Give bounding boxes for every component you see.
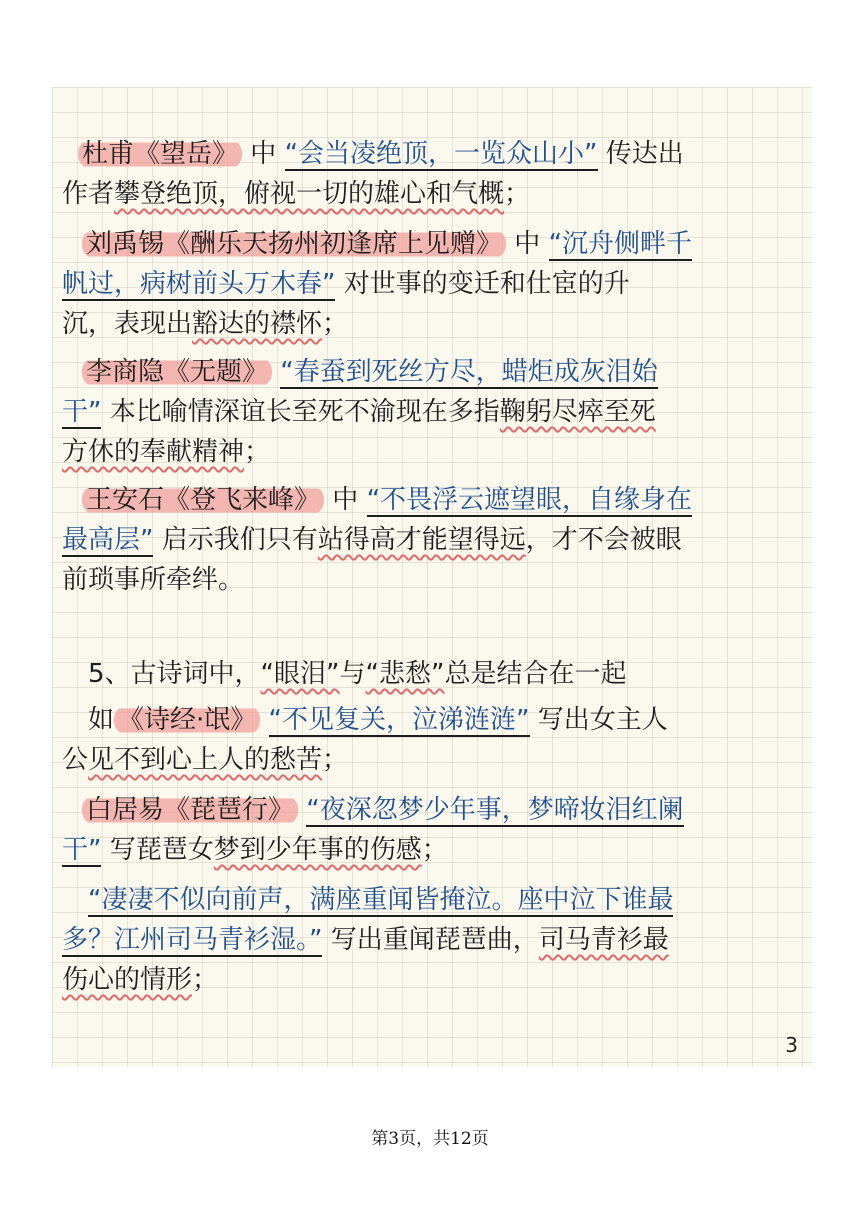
note-line: 伤心的情形；: [62, 965, 219, 995]
notebook-page: [52, 87, 812, 1067]
key-phrase: 豁达的襟怀: [192, 309, 323, 339]
poem-quote: “不畏浮云遮望眼，自缘身在: [366, 485, 693, 515]
note-line: 干” 写琵琶女梦到少年事的伤感；: [62, 835, 448, 865]
key-phrase: 攀登绝顶，俯视一切的雄心和气概: [114, 179, 505, 209]
poem-quote: “夜深忽梦少年事，梦啼妆泪红阑: [306, 795, 684, 825]
note-line: 最高层” 启示我们只有站得高才能望得远，才不会被眼: [62, 525, 682, 555]
poem-quote: “凄凄不似向前声，满座重闻皆掩泣。座中泣下谁最: [88, 885, 674, 915]
key-phrase: 司马青衫最: [538, 925, 669, 955]
key-phrase: 伤心的情形: [62, 965, 193, 995]
note-line: 前琐事所牵绊。: [62, 565, 245, 595]
note-line: 杜甫《望岳》 中 “会当凌绝顶，一览众山小” 传达出: [78, 137, 684, 171]
section-heading: 5、古诗词中，“眼泪”与“悲愁”总是结合在一起: [88, 659, 627, 689]
poem-quote: “沉舟侧畔千: [548, 229, 693, 259]
poem-title-highlight: 杜甫《望岳》: [78, 139, 242, 169]
poem-quote: 多？江州司马青衫湿。”: [62, 925, 323, 955]
poem-quote: “春蚕到死丝方尽，蜡炬成灰泪始: [280, 357, 658, 387]
note-line: 如 《诗经·氓》 “不见复关，泣涕涟涟” 写出女主人: [88, 705, 668, 735]
key-phrase: 见不到心上人的愁苦: [88, 745, 323, 775]
note-line: 作者攀登绝顶，俯视一切的雄心和气概；: [62, 179, 531, 209]
note-line: 刘禹锡《酬乐天扬州初逢席上见赠》 中 “沉舟侧畔千: [82, 227, 692, 261]
poem-quote: 干”: [62, 835, 102, 865]
key-phrase: “悲愁”: [365, 659, 445, 689]
key-phrase: 鞠躬尽瘁至死: [499, 397, 656, 427]
poem-quote: 最高层”: [62, 525, 154, 555]
poem-quote: 干”: [62, 397, 102, 427]
key-phrase: 方休的奉献精神: [62, 437, 245, 467]
poem-title-highlight: 刘禹锡《酬乐天扬州初逢席上见赠》: [82, 229, 506, 259]
poem-title-highlight: 白居易《琵琶行》: [82, 795, 298, 825]
note-line: [82, 793, 684, 827]
poem-title-highlight: 李商隐《无题》: [82, 357, 272, 387]
poem-quote: 帆过，病树前头万木春”: [62, 269, 336, 299]
note-line: 干” 本比喻情深谊长至死不渝现在多指鞠躬尽瘁至死: [62, 397, 656, 427]
key-phrase: 站得高才能望得远: [317, 525, 526, 555]
note-line: [88, 883, 673, 917]
note-line: 沉，表现出豁达的襟怀；: [62, 309, 349, 339]
note-line: 方休的奉献精神；: [62, 437, 271, 467]
note-line: 多？江州司马青衫湿。” 写出重闻琵琶曲，司马青衫最: [62, 925, 669, 955]
note-line: 帆过，病树前头万木春” 对世事的变迁和仕宦的升: [62, 269, 630, 299]
poem-title-highlight: 《诗经·氓》: [114, 705, 260, 735]
poem-title-highlight: 王安石《登飞来峰》: [82, 485, 324, 515]
note-line: [82, 355, 658, 389]
key-phrase: 梦到少年事的伤感: [213, 835, 422, 865]
key-phrase: “眼泪”: [260, 659, 340, 689]
poem-quote: “不见复关，泣涕涟涟”: [268, 705, 530, 735]
poem-quote: “会当凌绝顶，一览众山小”: [284, 139, 598, 169]
page-footer: 第3页，共12页: [371, 1129, 489, 1149]
note-line: 公见不到心上人的愁苦；: [62, 745, 349, 775]
note-line: 王安石《登飞来峰》 中 “不畏浮云遮望眼，自缘身在: [82, 483, 692, 517]
page-number: 3: [785, 1033, 798, 1057]
